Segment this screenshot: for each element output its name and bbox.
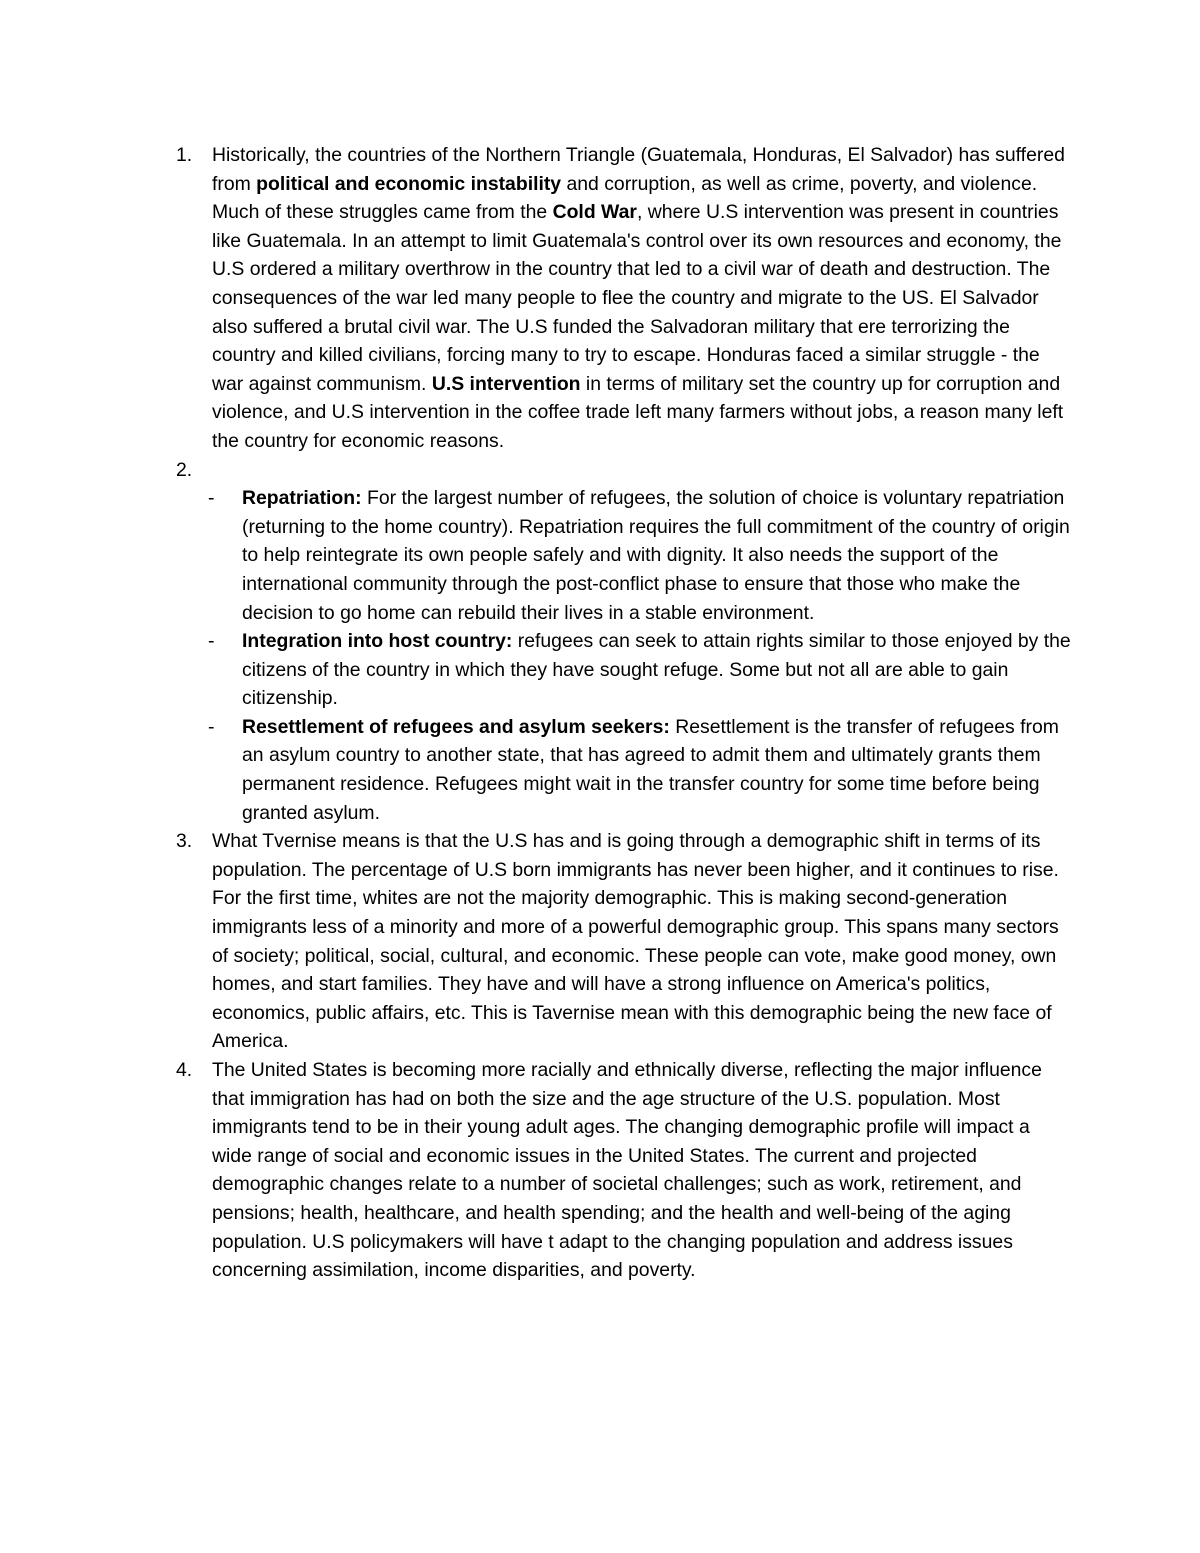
bullet-marker: - bbox=[208, 715, 215, 738]
bold-text-run: political and economic instability bbox=[256, 172, 562, 195]
bullet-description: Resettlement is the transfer of refugees from an asylum country to another state, that has agreed to admit them and ultimately grants them permanent residence. Refugees might wait in the transfer country for some time before being granted asylum. bbox=[242, 715, 1059, 824]
list-item bbox=[172, 456, 1072, 485]
list-item-text bbox=[212, 141, 1072, 456]
bullet-text bbox=[242, 713, 1072, 827]
bullet-sublist bbox=[172, 484, 1072, 827]
list-item bbox=[172, 827, 1072, 1056]
bullet-text bbox=[242, 627, 1072, 713]
text-run: The United States is becoming more racially and ethnically diverse, reflecting the major influence that immigration has had on both the size and the age structure of the U.S. population. Most immigrants tend to be in their young adult ages. The changing demographic profile will impact a wide range of social and economic issues in the United States. The current and projected demographic changes relate to a number of societal challenges; such as work, retirement, and pensions; health, healthcare, and health spending; and the health and well-being of the aging population. U.S policymakers will have t adapt to the changing population and address issues concerning assimilation, income disparities, and poverty. bbox=[212, 1059, 1042, 1282]
list-item-number: 4. bbox=[176, 1059, 193, 1081]
bullet-description: For the largest number of refugees, the solution of choice is voluntary repatriation (returning to the home country). Repatriation requires the full commitment of the country of origin to help reintegrate its own people safely and with dignity. It also needs the support of the international community through the post-conflict phase to ensure that those who make the decision to go home can rebuild their lives in a stable environment. bbox=[242, 487, 1070, 624]
text-run: in terms of military set the country up for corruption and violence, and U.S intervention in the coffee trade left many farmers without jobs, a reason many left the country for economic reasons. bbox=[212, 372, 1064, 452]
bullet-item-repatriation bbox=[172, 484, 1072, 627]
text-run: and corruption, as well as crime, poverty, and violence. Much of these struggles came from the bbox=[212, 172, 1038, 224]
list-item-text bbox=[212, 456, 1072, 485]
list-item bbox=[172, 141, 1072, 456]
bold-text-run: U.S intervention bbox=[431, 372, 581, 395]
numbered-list bbox=[172, 141, 1072, 1285]
bullet-item-integration bbox=[172, 627, 1072, 713]
text-run: , where U.S intervention was present in countries like Guatemala. In an attempt to limit Guatemala's control over its own resources and economy, the U.S ordered a military overthrow in the country that led to a civil war of death and destruction. The consequences of the war led many people to flee the country and migrate to the US. El Salvador also suffered a brutal civil war. The U.S funded the Salvadoran military that ere terrorizing the country and killed civilians, forcing many to try to escape. Honduras faced a similar struggle - the war against communism. bbox=[212, 201, 1062, 395]
bullet-text bbox=[242, 484, 1072, 627]
text-run: Historically, the countries of the Northern Triangle (Guatemala, Honduras, El Salvador) has suffered from bbox=[212, 144, 1065, 195]
bold-text-run: Cold War bbox=[552, 201, 637, 224]
list-item-text bbox=[212, 827, 1072, 1056]
bullet-term: Resettlement of refugees and asylum seekers: bbox=[242, 715, 670, 738]
list-item-number: 2. bbox=[176, 458, 193, 481]
bullet-description: refugees can seek to attain rights similar to those enjoyed by the citizens of the country in which they have sought refuge. Some but not all are able to gain citizenship. bbox=[242, 630, 1071, 710]
bullet-marker: - bbox=[208, 630, 215, 653]
list-item-number: 3. bbox=[176, 830, 193, 853]
list-item bbox=[172, 1056, 1072, 1285]
bullet-marker: - bbox=[208, 487, 215, 510]
text-run: What Tvernise means is that the U.S has and is going through a demographic shift in terms of its population. The percentage of U.S born immigrants has never been higher, and it continues to rise. For the first time, whites are not the majority demographic. This is making second-generation immigrants less of a minority and more of a powerful demographic group. This spans many sectors of society; political, social, cultural, and economic. These people can vote, make good money, own homes, and start families. They have and will have a strong influence on America's politics, economics, public affairs, etc. This is Tavernise mean with this demographic being the new face of America. bbox=[212, 830, 1059, 1053]
bullet-term: Integration into host country: bbox=[242, 630, 513, 653]
list-item-text bbox=[212, 1056, 1072, 1285]
bullet-item-resettlement bbox=[172, 713, 1072, 827]
bullet-term: Repatriation: bbox=[242, 487, 362, 510]
list-item-number: 1. bbox=[176, 144, 193, 166]
